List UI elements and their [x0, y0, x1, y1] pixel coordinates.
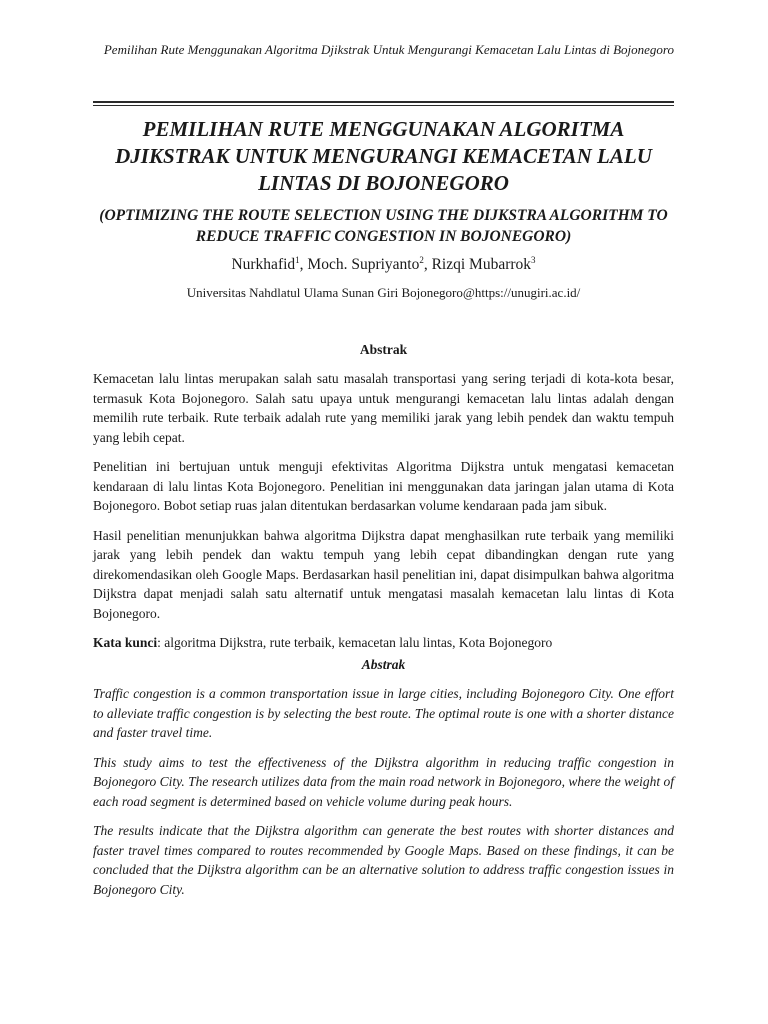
author-affiliation-mark: 3 — [531, 255, 536, 265]
header-rule-thick — [93, 101, 674, 103]
abstract-heading-en: Abstrak — [361, 657, 406, 672]
author-affiliation-mark: 1 — [295, 255, 300, 265]
abstract-heading-id: Abstrak — [359, 342, 408, 357]
abstract-id-paragraph: Kemacetan lalu lintas merupakan salah satu masalah transportasi yang sering terjadi di kota-kota besar, termasuk Kota Bojonegoro. Salah satu upaya untuk mengurangi kemacetan lalu lintas adalah dengan memilih rute terbaik. Rute terbaik adalah rute yang memiliki jarak yang lebih pendek dan waktu tempuh yang lebih cepat. — [93, 371, 674, 445]
abstract-id-paragraph: Penelitian ini bertujuan untuk menguji efektivitas Algoritma Dijkstra untuk mengatasi kemacetan kendaraan di lalu lintas Kota Bojonegoro. Penelitian ini menggunakan data jaringan jalan utama di Kota Bojonegoro. Bobot setiap ruas jalan ditentukan berdasarkan volume kendaraan pada jam sibuk. — [93, 459, 674, 513]
header-rule-thin — [93, 105, 674, 106]
author-separator: , — [423, 256, 432, 273]
keywords-list: : algoritma Dijkstra, rute terbaik, kemacetan lalu lintas, Kota Bojonegoro — [157, 635, 553, 650]
paper-content — [93, 116, 674, 899]
paper-title: PEMILIHAN RUTE MENGGUNAKAN ALGORITMA DJIKSTRAK UNTUK MENGURANGI KEMACETAN LALU LINTAS DI BOJONEGORO — [115, 117, 652, 195]
running-header: Pemilihan Rute Menggunakan Algoritma Djikstrak Untuk Mengurangi Kemacetan Lalu Lintas di Bojonegoro — [103, 42, 674, 57]
abstract-id-paragraph: Hasil penelitian menunjukkan bahwa algoritma Dijkstra dapat menghasilkan rute terbaik yang memiliki jarak yang lebih pendek dan waktu tempuh yang lebih cepat dibandingkan dengan rute yang direkomendasikan oleh Google Maps. Berdasarkan hasil penelitian ini, dapat disimpulkan bahwa algoritma Dijkstra dapat menjadi salah satu alternatif untuk mengatasi masalah kemacetan lalu lintas di Kota Bojonegoro. — [93, 527, 674, 621]
author-separator: , — [299, 256, 308, 273]
abstract-en-paragraph: Traffic congestion is a common transportation issue in large cities, including Bojonegoro City. One effort to alleviate traffic congestion is by selecting the best route. The optimal route is one with a shorter distance and faster travel time. — [93, 686, 674, 740]
abstract-en-paragraph: This study aims to test the effectiveness of the Dijkstra algorithm in reducing traffic congestion in Bojonegoro City. The research utilizes data from the main road network in Bojonegoro, where the weight of each road segment is determined based on vehicle volume during peak hours. — [93, 754, 674, 809]
author-affiliation-mark: 2 — [419, 255, 424, 265]
author-name: Nurkhafid — [231, 256, 296, 273]
abstract-en-paragraph: The results indicate that the Dijkstra algorithm can generate the best routes with shorter distances and faster travel times compared to routes recommended by Google Maps. Based on these findings, it can be concluded that the Dijkstra algorithm can be an alternative solution to address traffic congestion issues in Bojonegoro City. — [93, 823, 674, 897]
author-name: Moch. Supriyanto — [307, 256, 420, 273]
paper-subtitle: (OPTIMIZING THE ROUTE SELECTION USING THE DIJKSTRA ALGORITHM TO REDUCE TRAFFIC CONGESTION IN BOJONEGORO) — [99, 207, 668, 245]
author-name: Rizqi Mubarrok — [431, 256, 532, 273]
keywords-line — [93, 633, 674, 652]
keywords-label: Kata kunci — [93, 635, 158, 650]
author-affiliation: Universitas Nahdlatul Ulama Sunan Giri Bojonegoro@https://unugiri.ac.id/ — [186, 285, 581, 300]
author-list — [93, 254, 674, 276]
